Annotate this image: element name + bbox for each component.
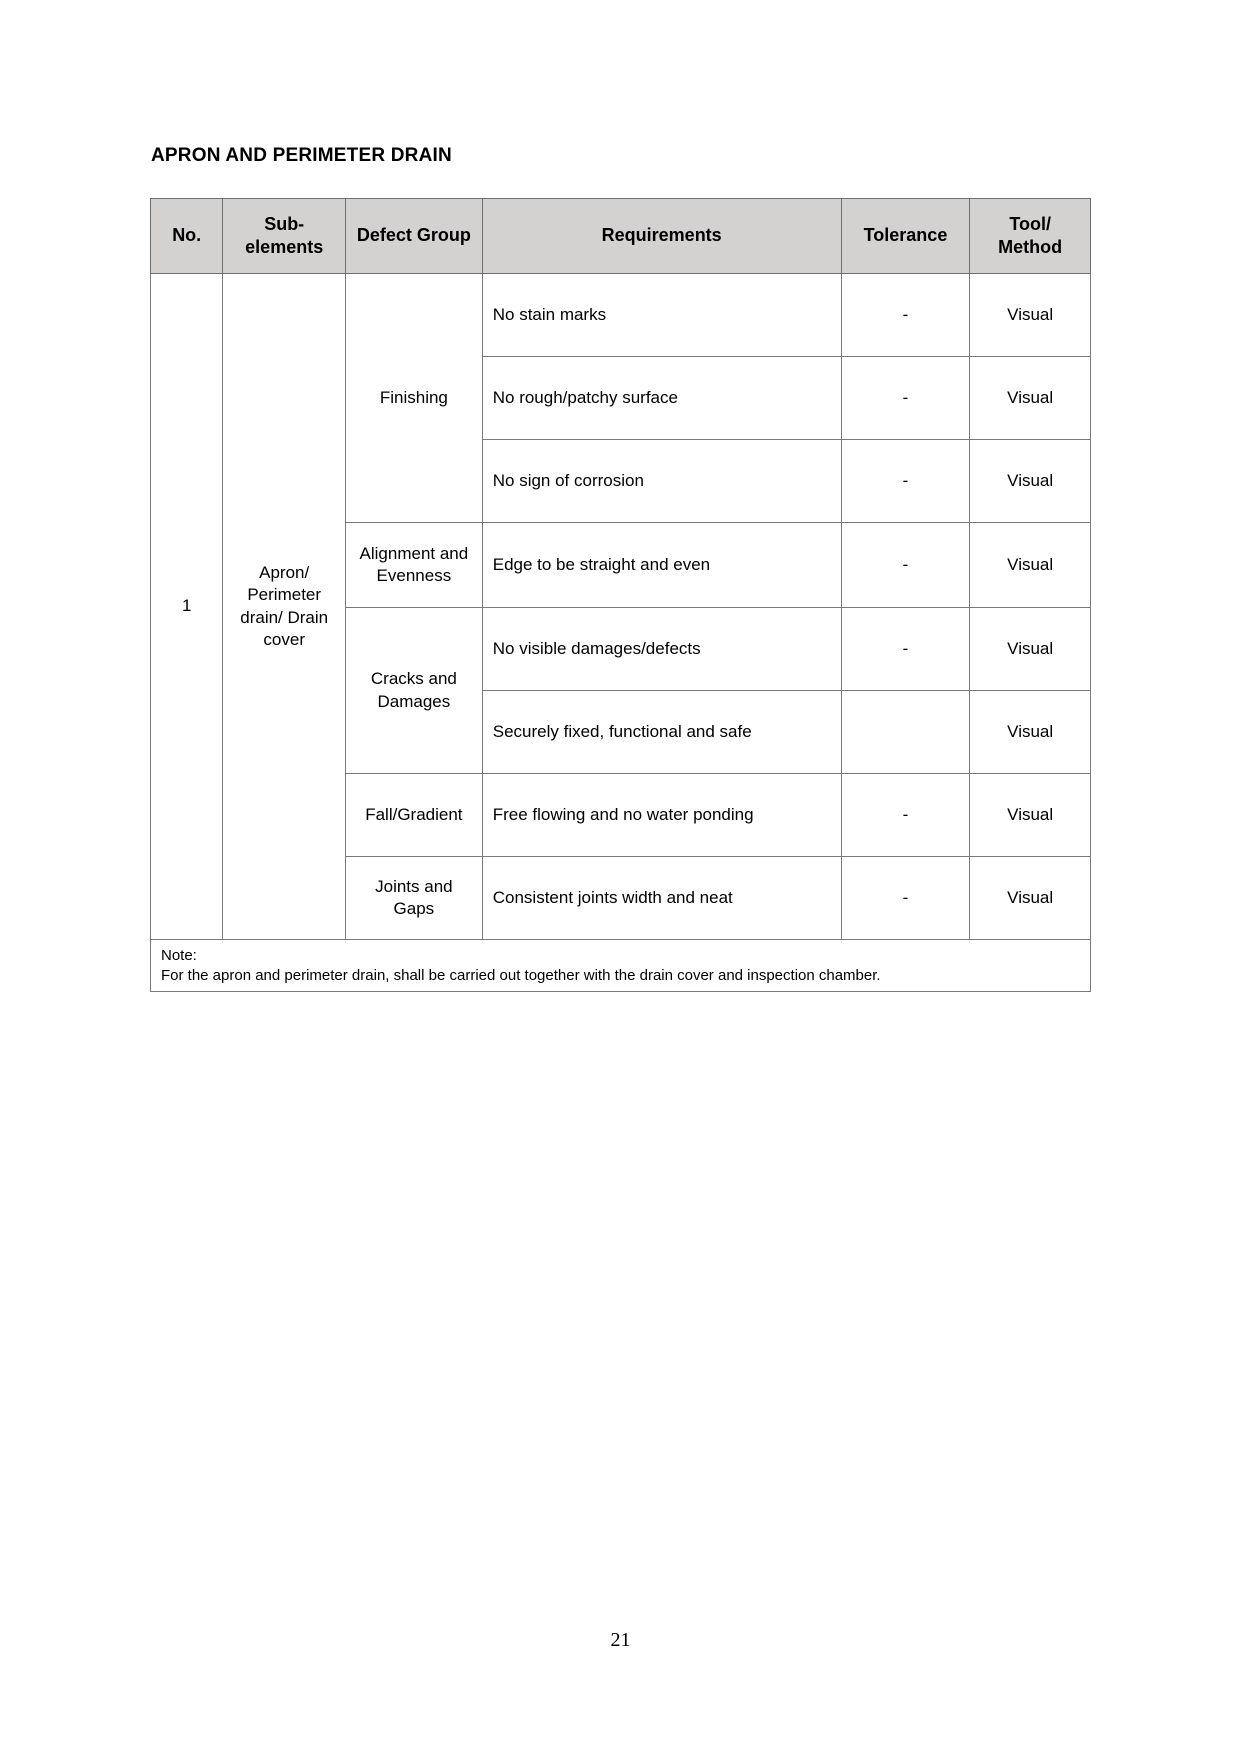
page-title: APRON AND PERIMETER DRAIN (151, 145, 452, 166)
column-header-tolerance: Tolerance (841, 199, 970, 274)
table-note-cell (151, 940, 1091, 992)
cell-tool-method: Visual (970, 274, 1091, 357)
inspection-criteria-table (150, 198, 1091, 992)
cell-requirement: No sign of corrosion (482, 440, 841, 523)
table-header-row (151, 199, 1091, 274)
note-label: Note: (161, 947, 197, 964)
cell-tolerance: - (841, 774, 970, 857)
cell-defect-group-fall-gradient: Fall/Gradient (346, 774, 483, 857)
table-row (151, 274, 1091, 357)
cell-tolerance: - (841, 440, 970, 523)
column-header-tool-method: Tool/ Method (970, 199, 1091, 274)
cell-defect-group-alignment-and-evenness: Alignment and Evenness (346, 523, 483, 608)
cell-tolerance: - (841, 357, 970, 440)
cell-requirement: Consistent joints width and neat (482, 857, 841, 940)
note-text: For the apron and perimeter drain, shall be carried out together with the drain cover and inspection chamber. (161, 966, 881, 984)
cell-tool-method: Visual (970, 691, 1091, 774)
cell-requirement: Free flowing and no water ponding (482, 774, 841, 857)
table-header (151, 199, 1091, 274)
cell-defect-group-cracks-and-damages: Cracks and Damages (346, 608, 483, 774)
cell-requirement: No stain marks (482, 274, 841, 357)
cell-tolerance: - (841, 523, 970, 608)
cell-tool-method: Visual (970, 440, 1091, 523)
cell-tool-method: Visual (970, 608, 1091, 691)
cell-tool-method: Visual (970, 857, 1091, 940)
table-body (151, 274, 1091, 992)
cell-requirement: No visible damages/defects (482, 608, 841, 691)
cell-requirement: Edge to be straight and even (482, 523, 841, 608)
page-number: 21 (610, 1629, 631, 1651)
cell-tool-method: Visual (970, 357, 1091, 440)
column-header-sub-elements: Sub-elements (223, 199, 346, 274)
cell-tolerance (841, 691, 970, 774)
cell-tolerance: - (841, 608, 970, 691)
cell-tool-method: Visual (970, 774, 1091, 857)
cell-requirement: No rough/patchy surface (482, 357, 841, 440)
cell-tool-method: Visual (970, 523, 1091, 608)
cell-tolerance: - (841, 274, 970, 357)
column-header-no: No. (151, 199, 223, 274)
cell-defect-group-joints-and-gaps: Joints and Gaps (346, 857, 483, 940)
column-header-defect-group: Defect Group (346, 199, 483, 274)
cell-no: 1 (151, 274, 223, 940)
cell-defect-group-finishing: Finishing (346, 274, 483, 523)
cell-tolerance: - (841, 857, 970, 940)
column-header-requirements: Requirements (482, 199, 841, 274)
cell-requirement: Securely fixed, functional and safe (482, 691, 841, 774)
table-note-row (151, 940, 1091, 992)
cell-sub-element: Apron/ Perimeter drain/ Drain cover (223, 274, 346, 940)
